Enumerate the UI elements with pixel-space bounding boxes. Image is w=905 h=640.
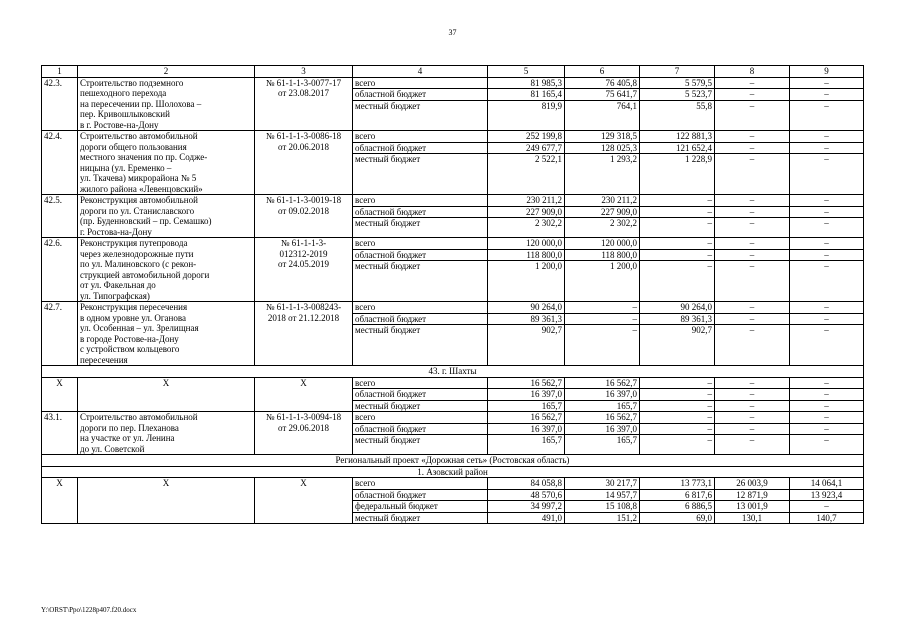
- amount-c9: [790, 131, 864, 195]
- funding-source-cell: местный бюджет: [355, 261, 421, 271]
- amount-cell: –: [824, 154, 829, 164]
- expertise-conclusion: X: [255, 377, 353, 412]
- amount-cell: 13 923,4: [790, 490, 863, 502]
- funding-source-cell: областной бюджет: [353, 89, 487, 101]
- object-name-line: дороги по пер. Плеханова: [80, 422, 179, 433]
- amount-cell: 2 302,2: [535, 218, 562, 228]
- amount-cell: 16 562,7: [488, 412, 564, 424]
- object-name-line: струкцией автомобильной дороги: [80, 269, 210, 280]
- amount-cell: –: [790, 238, 863, 250]
- amount-cell: –: [632, 325, 637, 335]
- amount-cell: –: [749, 400, 755, 411]
- amount-c5: [488, 77, 565, 131]
- object-name-line: в одном уровне ул. Оганова: [80, 312, 186, 323]
- object-name-line: г. Ростова-на-Дону: [80, 226, 152, 237]
- amount-cell: –: [790, 412, 863, 424]
- amount-cell: 165,7: [541, 435, 562, 445]
- amount-cell: 14 064,1: [790, 478, 863, 490]
- object-name-line: в г. Ростове-на-Дону: [80, 119, 159, 130]
- object-name: X: [78, 377, 255, 412]
- object-name-line: Реконструкция автомобильной: [80, 195, 198, 205]
- amount-cell: 249 677,7: [488, 143, 564, 155]
- amount-cell: –: [707, 218, 712, 228]
- amount-cell: 129 318,5: [565, 131, 639, 143]
- row-number: 42.6.: [42, 238, 78, 302]
- amount-c6: [565, 238, 640, 302]
- object-name-line: ул. Особенная – ул. Зрелищная: [80, 323, 199, 333]
- amount-cell: –: [824, 261, 829, 271]
- expertise-conclusion: [255, 77, 353, 131]
- funding-source-cell: областной бюджет: [353, 314, 487, 326]
- amount-cell: 90 264,0: [488, 302, 564, 314]
- amount-cell: –: [707, 261, 712, 271]
- amount-cell: 165,7: [541, 400, 562, 411]
- funding-source-cell: всего: [353, 478, 487, 490]
- amount-c7: [640, 412, 715, 455]
- amount-cell: 491,0: [541, 512, 562, 523]
- amount-cell: –: [749, 435, 755, 445]
- funding-source: [353, 412, 488, 455]
- funding-source-cell: местный бюджет: [355, 325, 421, 335]
- amount-cell: –: [715, 207, 789, 219]
- expertise-conclusion: [255, 412, 353, 455]
- project-row: [42, 77, 864, 131]
- amount-cell: –: [715, 314, 789, 326]
- amount-cell: 902,7: [691, 325, 712, 335]
- expertise-line: 012312-2019: [279, 248, 328, 259]
- row-number: 43.1.: [42, 412, 78, 455]
- amount-cell: 165,7: [616, 400, 637, 411]
- row-number: 42.4.: [42, 131, 78, 195]
- amount-c7: [640, 195, 715, 238]
- amount-cell: 122 881,3: [640, 131, 714, 143]
- funding-source-cell: областной бюджет: [353, 389, 487, 401]
- object-name-line: на участке от ул. Ленина: [80, 433, 175, 443]
- column-header: 6: [565, 66, 640, 78]
- section-row-title: 43. г. Шахты: [42, 366, 864, 378]
- object-name-line: Строительство автомобильной: [80, 412, 198, 422]
- amount-cell: 2 522,1: [535, 154, 562, 164]
- funding-source-cell: областной бюджет: [353, 143, 487, 155]
- amount-cell: 13 001,9: [715, 501, 789, 513]
- object-name-line: Реконструкция путепровода: [80, 238, 188, 248]
- amount-c5: [488, 377, 565, 412]
- total-row: [42, 478, 864, 524]
- amount-cell: 81 985,3: [488, 78, 564, 90]
- funding-source-cell: всего: [353, 302, 487, 314]
- object-name: X: [78, 478, 255, 524]
- amount-cell: –: [640, 250, 714, 262]
- object-name: [78, 412, 255, 455]
- amount-cell: –: [565, 314, 639, 326]
- amount-cell: –: [640, 389, 714, 401]
- amount-cell: 84 058,8: [488, 478, 564, 490]
- amount-cell: –: [715, 424, 789, 436]
- total-row: [42, 377, 864, 412]
- column-header: 7: [640, 66, 715, 78]
- object-name-line: ул. Типографская): [80, 290, 150, 301]
- amount-cell: –: [715, 143, 789, 155]
- amount-cell: –: [715, 131, 789, 143]
- column-header: 4: [353, 66, 488, 78]
- amount-cell: –: [715, 389, 789, 401]
- amount-cell: 130,1: [741, 512, 763, 523]
- regional-project-row: [42, 455, 864, 467]
- amount-cell: –: [824, 325, 829, 335]
- amount-cell: 6 886,5: [640, 501, 714, 513]
- amount-c6: [565, 195, 640, 238]
- funding-source-cell: всего: [353, 78, 487, 90]
- object-name-line: дороги по ул. Станиславского: [80, 205, 195, 216]
- project-row: [42, 195, 864, 238]
- object-name-line: жилого района «Левенцовский»: [80, 183, 203, 194]
- expertise-line: от 20.06.2018: [277, 141, 330, 152]
- amount-cell: 227 909,0: [565, 207, 639, 219]
- amount-cell: 81 165,4: [488, 89, 564, 101]
- amount-cell: 252 199,8: [488, 131, 564, 143]
- expertise-conclusion: [255, 131, 353, 195]
- column-header: 5: [488, 66, 565, 78]
- object-name-line: Строительство автомобильной: [80, 131, 198, 141]
- amount-c5: [488, 195, 565, 238]
- amount-cell: 151,2: [616, 512, 637, 523]
- funding-source-cell: всего: [353, 412, 487, 424]
- amount-cell: 121 652,4: [640, 143, 714, 155]
- amount-c6: [565, 302, 640, 366]
- amount-c6: [565, 412, 640, 455]
- funding-source: [353, 478, 488, 524]
- funding-source-cell: местный бюджет: [355, 435, 421, 445]
- project-row: [42, 238, 864, 302]
- object-name-line: Строительство подземного: [80, 77, 184, 88]
- funding-source: [353, 238, 488, 302]
- page-number: 37: [448, 28, 457, 37]
- amount-cell: –: [715, 378, 789, 390]
- regional-project-row-title: Региональный проект «Дорожная сеть» (Ростовская область): [42, 455, 864, 467]
- amount-cell: 1 293,2: [610, 154, 637, 164]
- amount-cell: 227 909,0: [488, 207, 564, 219]
- header-row: [42, 66, 864, 78]
- amount-cell: 48 570,6: [488, 490, 564, 502]
- amount-c6: [565, 77, 640, 131]
- object-name: [78, 238, 255, 302]
- column-header: 9: [790, 66, 864, 78]
- row-number: 42.7.: [42, 302, 78, 366]
- section-row: [42, 466, 864, 478]
- funding-source-cell: областной бюджет: [353, 424, 487, 436]
- amount-cell: –: [790, 314, 863, 326]
- expertise-line: № 61-1-1-3-0094-18: [265, 412, 342, 422]
- object-name-line: с устройством кольцевого: [80, 344, 180, 354]
- funding-source-cell: областной бюджет: [353, 250, 487, 262]
- funding-source-cell: местный бюджет: [355, 218, 421, 228]
- object-name-line: пересечения: [80, 354, 128, 365]
- amount-cell: –: [715, 250, 789, 262]
- row-number: X: [42, 478, 78, 524]
- amount-cell: 16 562,7: [565, 412, 639, 424]
- amount-cell: –: [790, 250, 863, 262]
- row-number: X: [42, 377, 78, 412]
- amount-cell: –: [640, 378, 714, 390]
- amount-cell: –: [749, 154, 755, 164]
- object-name-line: пешеходного перехода: [80, 88, 167, 98]
- funding-source-cell: областной бюджет: [353, 207, 487, 219]
- amount-c8: [715, 478, 790, 524]
- amount-c7: [640, 77, 715, 131]
- object-name: [78, 302, 255, 366]
- object-name-line: на пересечении пр. Шолохова –: [80, 98, 202, 109]
- amount-c7: [640, 377, 715, 412]
- column-header: 1: [42, 66, 78, 78]
- amount-cell: 764,1: [616, 100, 637, 111]
- expertise-conclusion: [255, 238, 353, 302]
- expertise-line: от 23.08.2017: [277, 88, 330, 98]
- amount-cell: 76 405,8: [565, 78, 639, 90]
- funding-source-cell: всего: [353, 378, 487, 390]
- amount-cell: 13 773,1: [640, 478, 714, 490]
- amount-cell: 165,7: [616, 435, 637, 445]
- expertise-line: № 61-1-1-3-0086-18: [265, 131, 342, 141]
- budget-table: [41, 65, 864, 524]
- expertise-line: № 61-1-1-3-: [280, 238, 327, 248]
- expertise-line: № 61-1-1-3-008243-: [265, 302, 342, 312]
- amount-c9: [790, 478, 864, 524]
- amount-c8: [715, 195, 790, 238]
- amount-cell: –: [749, 325, 755, 335]
- amount-cell: –: [707, 435, 712, 445]
- funding-source-cell: местный бюджет: [355, 512, 421, 523]
- amount-cell: –: [640, 195, 714, 207]
- amount-c9: [790, 77, 864, 131]
- amount-cell: 819,9: [541, 100, 562, 111]
- object-name: [78, 195, 255, 238]
- amount-cell: 140,7: [816, 512, 837, 523]
- amount-c5: [488, 238, 565, 302]
- expertise-line: № 61-1-1-3-0019-18: [265, 195, 342, 205]
- amount-cell: –: [790, 302, 863, 314]
- amount-cell: –: [824, 100, 829, 111]
- expertise-line: от 24.05.2019: [277, 259, 330, 269]
- funding-source-cell: федеральный бюджет: [353, 501, 487, 513]
- object-name-line: ницына (ул. Еременко –: [80, 162, 172, 173]
- amount-cell: 16 562,7: [565, 378, 639, 390]
- amount-cell: 55,8: [696, 100, 712, 111]
- object-name-line: пер. Кривошлыковский: [80, 109, 170, 119]
- object-name-line: дороги общего пользования: [80, 141, 187, 152]
- funding-source: [353, 77, 488, 131]
- object-name-line: до ул. Советской: [80, 443, 145, 454]
- row-number: 42.5.: [42, 195, 78, 238]
- object-name-line: ул. Ткачева) микрорайона № 5: [80, 173, 197, 183]
- amount-cell: –: [749, 261, 755, 271]
- amount-c7: [640, 302, 715, 366]
- funding-source-cell: местный бюджет: [355, 400, 421, 411]
- amount-c7: [640, 478, 715, 524]
- amount-cell: 15 108,8: [565, 501, 639, 513]
- funding-source: [353, 195, 488, 238]
- amount-cell: –: [715, 238, 789, 250]
- amount-cell: –: [790, 424, 863, 436]
- amount-cell: 16 562,7: [488, 378, 564, 390]
- funding-source-cell: всего: [353, 131, 487, 143]
- amount-cell: –: [790, 378, 863, 390]
- amount-c6: [565, 131, 640, 195]
- amount-cell: –: [790, 389, 863, 401]
- object-name-line: через железнодорожные пути: [80, 248, 194, 259]
- amount-cell: 16 397,0: [565, 424, 639, 436]
- amount-c9: [790, 302, 864, 366]
- amount-cell: –: [824, 218, 829, 228]
- amount-c5: [488, 131, 565, 195]
- column-header: 2: [78, 66, 255, 78]
- funding-source-cell: местный бюджет: [355, 100, 421, 111]
- expertise-conclusion: [255, 195, 353, 238]
- object-name-line: местного значения по пр. Содже-: [80, 152, 208, 162]
- amount-cell: 5 523,7: [640, 89, 714, 101]
- expertise-line: от 09.02.2018: [277, 205, 330, 216]
- amount-c8: [715, 302, 790, 366]
- section-row: [42, 366, 864, 378]
- amount-cell: –: [790, 143, 863, 155]
- object-name-line: в городе Ростове-на-Дону: [80, 333, 179, 344]
- amount-cell: 89 361,3: [640, 314, 714, 326]
- funding-source: [353, 377, 488, 412]
- amount-cell: –: [565, 302, 639, 314]
- amount-cell: 16 397,0: [488, 389, 564, 401]
- amount-cell: 89 361,3: [488, 314, 564, 326]
- amount-cell: 118 800,0: [565, 250, 639, 262]
- funding-source-cell: всего: [353, 195, 487, 207]
- funding-source-cell: местный бюджет: [355, 154, 421, 164]
- amount-cell: –: [715, 195, 789, 207]
- amount-cell: –: [749, 100, 755, 111]
- amount-cell: –: [715, 78, 789, 90]
- row-number: 42.3.: [42, 77, 78, 131]
- amount-cell: 230 211,2: [565, 195, 639, 207]
- amount-c6: [565, 377, 640, 412]
- file-path: Y:\ORST\Ppo\1228p407.f20.docx: [41, 606, 137, 614]
- amount-cell: –: [790, 89, 863, 101]
- amount-cell: –: [790, 131, 863, 143]
- amount-cell: 5 579,5: [640, 78, 714, 90]
- amount-cell: –: [824, 400, 829, 411]
- expertise-line: № 61-1-1-3-0077-17: [265, 77, 342, 88]
- expertise-conclusion: X: [255, 478, 353, 524]
- amount-cell: 1 200,0: [610, 261, 637, 271]
- amount-cell: –: [790, 78, 863, 90]
- amount-cell: 14 957,7: [565, 490, 639, 502]
- funding-source-cell: всего: [353, 238, 487, 250]
- amount-cell: –: [715, 302, 789, 314]
- object-name: [78, 131, 255, 195]
- expertise-line: от 29.06.2018: [277, 422, 330, 433]
- funding-source: [353, 302, 488, 366]
- project-row: [42, 302, 864, 366]
- expertise-line: 2018 от 21.12.2018: [267, 312, 340, 323]
- amount-cell: –: [640, 424, 714, 436]
- section-row-title: 1. Азовский район: [42, 466, 864, 478]
- amount-c8: [715, 238, 790, 302]
- amount-cell: –: [640, 238, 714, 250]
- amount-c8: [715, 377, 790, 412]
- amount-c5: [488, 478, 565, 524]
- amount-cell: 6 817,6: [640, 490, 714, 502]
- amount-cell: –: [790, 195, 863, 207]
- amount-cell: 120 000,0: [565, 238, 639, 250]
- amount-c5: [488, 412, 565, 455]
- amount-cell: –: [707, 400, 712, 411]
- amount-cell: 90 264,0: [640, 302, 714, 314]
- amount-c8: [715, 412, 790, 455]
- amount-cell: 16 397,0: [565, 389, 639, 401]
- amount-cell: 16 397,0: [488, 424, 564, 436]
- amount-c6: [565, 478, 640, 524]
- amount-c8: [715, 77, 790, 131]
- amount-cell: 1 200,0: [535, 261, 562, 271]
- expertise-conclusion: [255, 302, 353, 366]
- amount-c7: [640, 238, 715, 302]
- amount-cell: –: [640, 207, 714, 219]
- amount-cell: 26 003,9: [715, 478, 789, 490]
- object-name-line: Реконструкция пересечения: [80, 302, 188, 312]
- funding-source-cell: областной бюджет: [353, 490, 487, 502]
- project-row: [42, 131, 864, 195]
- amount-cell: 30 217,7: [565, 478, 639, 490]
- amount-cell: –: [640, 412, 714, 424]
- funding-source: [353, 131, 488, 195]
- amount-cell: –: [824, 435, 829, 445]
- amount-cell: 128 025,3: [565, 143, 639, 155]
- column-header: 3: [255, 66, 353, 78]
- amount-cell: 230 211,2: [488, 195, 564, 207]
- amount-cell: 34 997,2: [488, 501, 564, 513]
- object-name-line: по ул. Малиновского (с рекон-: [80, 259, 197, 269]
- object-name: [78, 77, 255, 131]
- amount-c5: [488, 302, 565, 366]
- object-name-line: (пр. Буденновский – пр. Семашко): [80, 216, 212, 226]
- amount-c9: [790, 195, 864, 238]
- amount-cell: 69,0: [696, 512, 712, 523]
- amount-cell: 120 000,0: [488, 238, 564, 250]
- amount-cell: 118 800,0: [488, 250, 564, 262]
- amount-cell: –: [790, 501, 863, 513]
- amount-cell: 1 228,9: [685, 154, 712, 164]
- amount-cell: –: [749, 218, 755, 228]
- amount-cell: –: [715, 89, 789, 101]
- column-header: 8: [715, 66, 790, 78]
- amount-cell: 2 302,2: [610, 218, 637, 228]
- amount-c7: [640, 131, 715, 195]
- object-name-line: от ул. Факельная до: [80, 280, 156, 290]
- amount-c8: [715, 131, 790, 195]
- amount-c9: [790, 412, 864, 455]
- amount-c9: [790, 377, 864, 412]
- amount-cell: –: [790, 207, 863, 219]
- amount-cell: 75 641,7: [565, 89, 639, 101]
- amount-cell: 902,7: [541, 325, 562, 335]
- amount-cell: 12 871,9: [715, 490, 789, 502]
- amount-c9: [790, 238, 864, 302]
- amount-cell: –: [715, 412, 789, 424]
- project-row: [42, 412, 864, 455]
